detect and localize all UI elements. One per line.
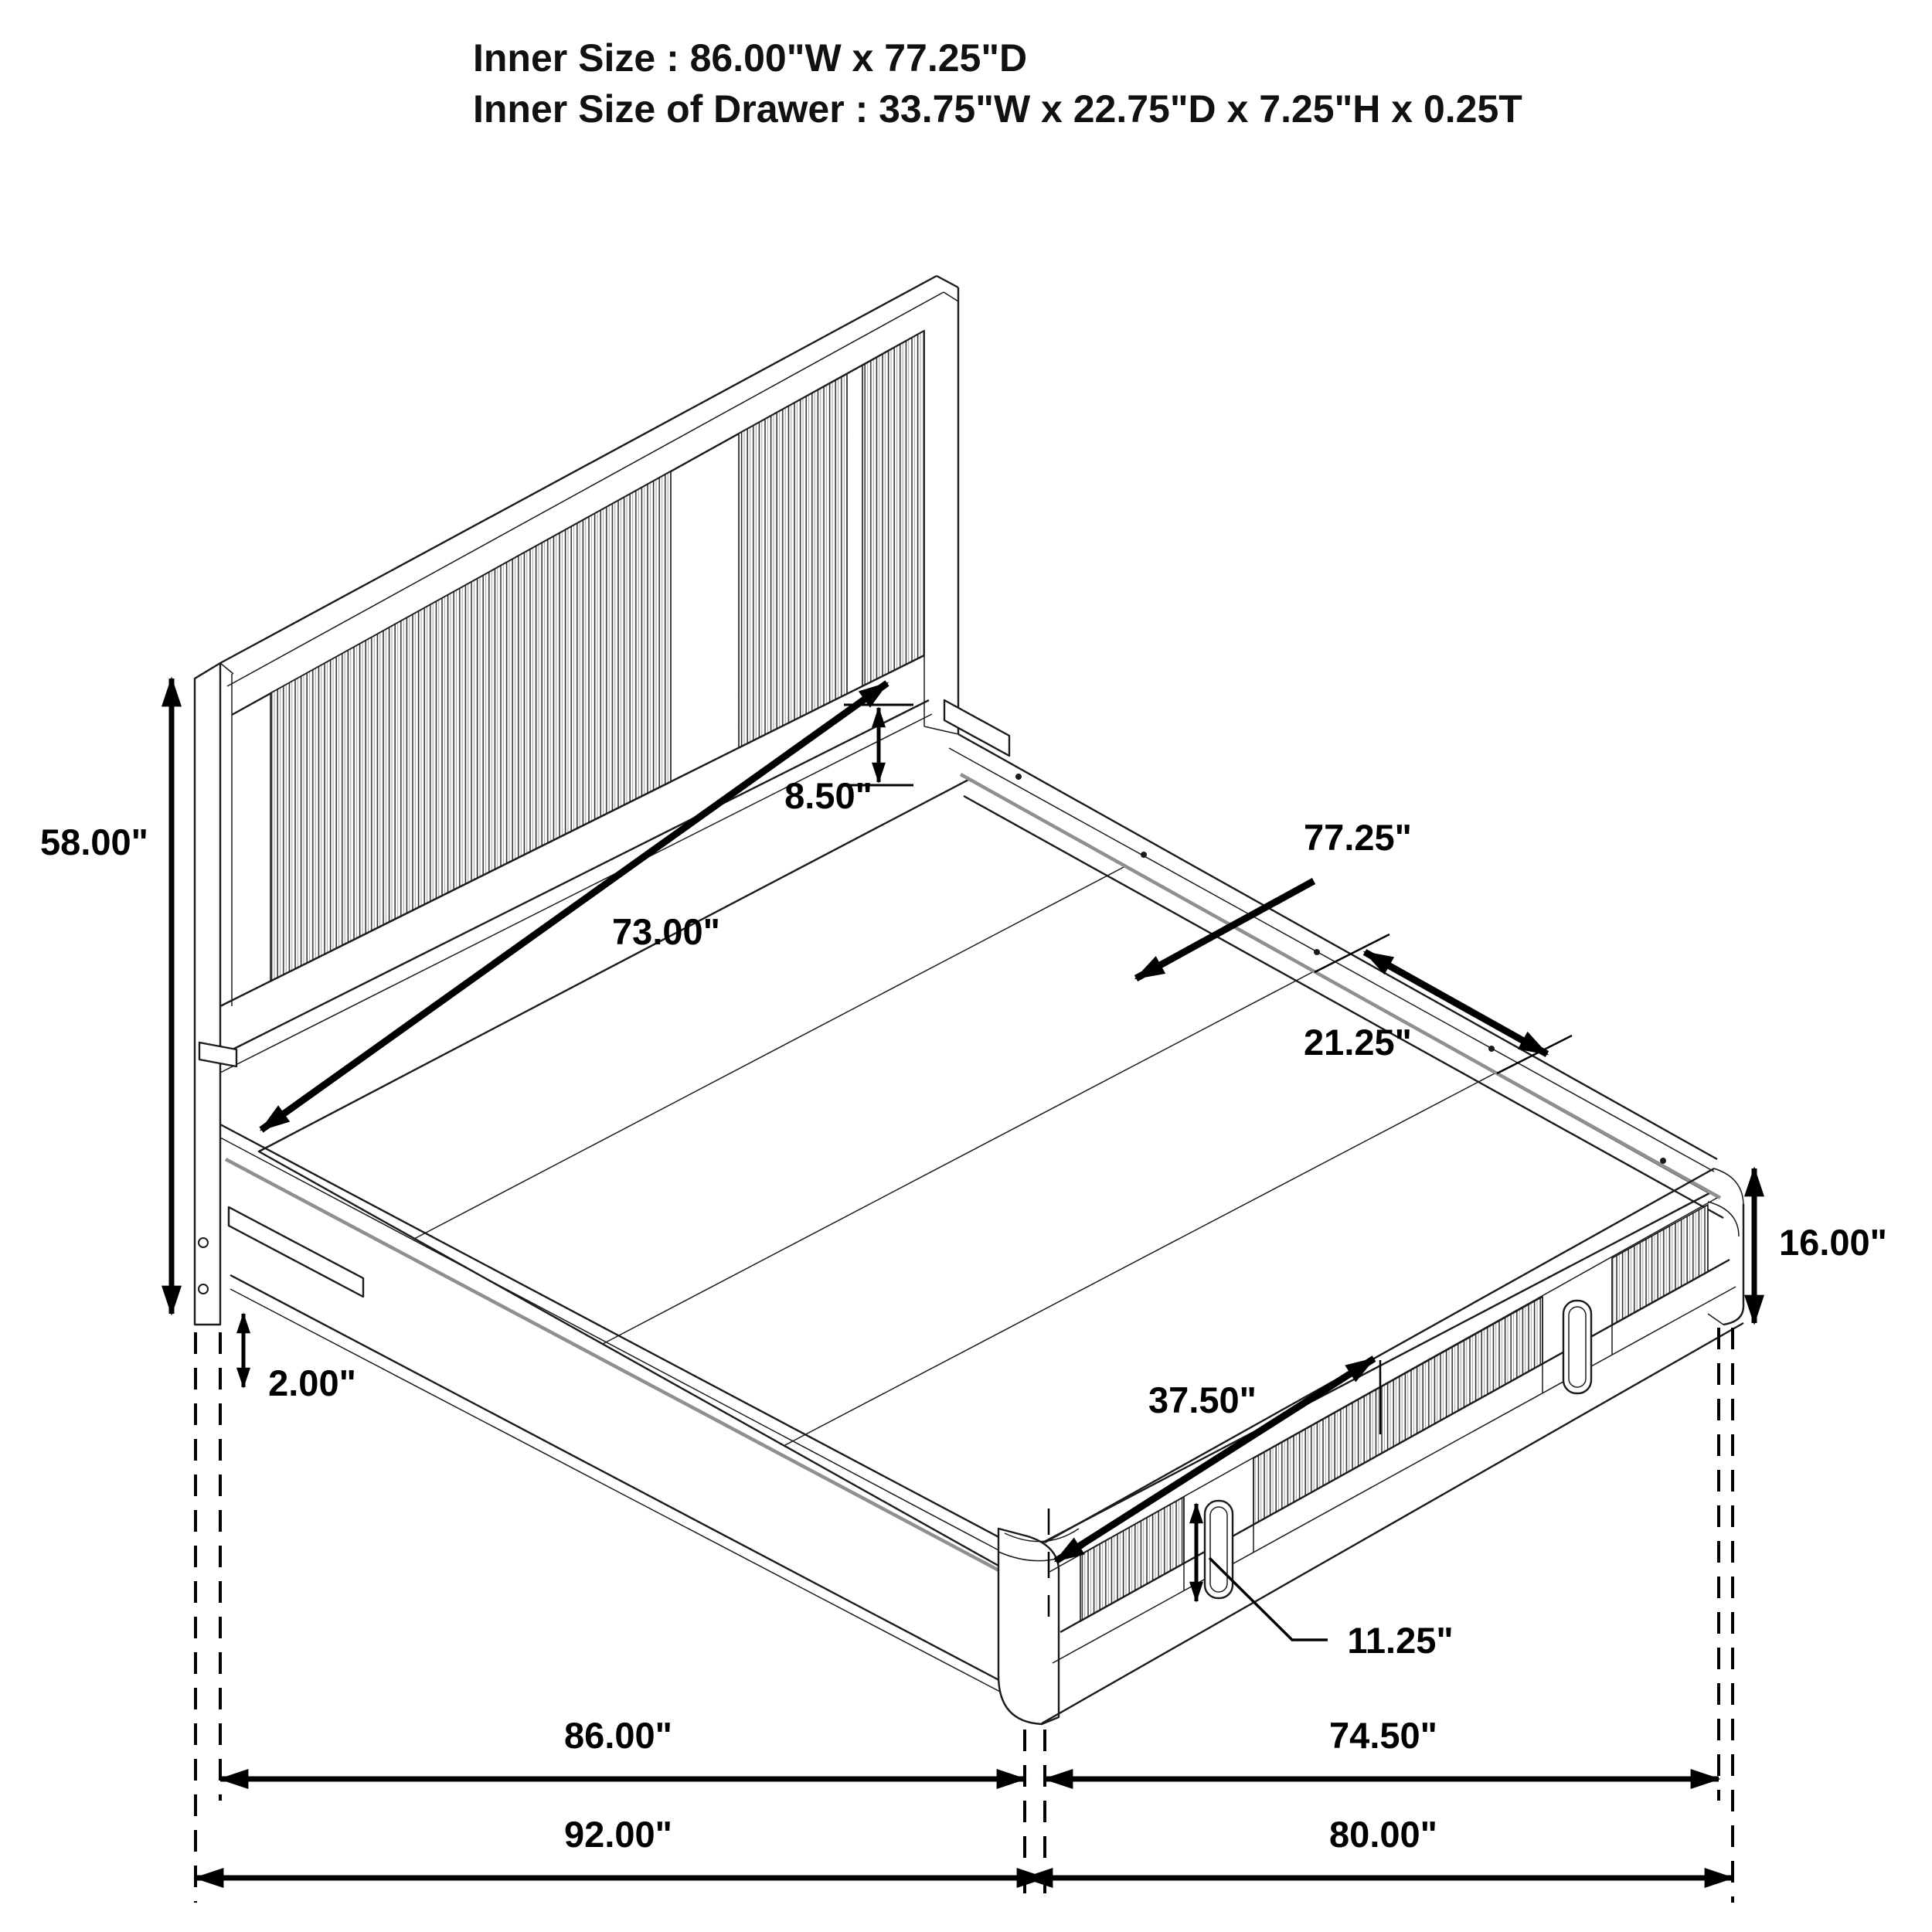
bed-drawing: [195, 276, 1743, 1724]
headboard-apex-bevel-inner: [944, 292, 958, 301]
rail-screw-dot-4: [1488, 1046, 1495, 1052]
headboard-apex-bevel: [937, 276, 958, 287]
right-post-cap-outer: [1714, 1168, 1743, 1206]
title-drawer-inner-size: Inner Size of Drawer : 33.75"W x 22.75"D x 7.25"H x 0.25T: [473, 87, 1522, 131]
dim-label-inner-depth: 77.25": [1304, 817, 1412, 858]
right-rail-bracket: [944, 700, 1009, 756]
slat-panel-left: [270, 471, 671, 981]
headboard-right-stile-bottom: [924, 726, 958, 734]
leg-bolt-hole-upper: [199, 1238, 208, 1247]
right-post-foot-line: [1708, 1314, 1723, 1325]
leg-bolt-hole-lower: [199, 1284, 208, 1294]
cap-screw-dot: [1660, 1158, 1666, 1164]
front-post-body: [998, 1529, 1059, 1724]
dim-label-drawer-width: 37.50": [1148, 1379, 1257, 1420]
dim-label-headboard-width: 73.00": [612, 911, 720, 952]
drawer-handle-2: [1563, 1301, 1591, 1393]
right-post-cap-inner: [1708, 1202, 1739, 1236]
dim-label-slat-spacing: 21.25": [1304, 1022, 1412, 1063]
rail-screw-dot-2: [1141, 852, 1147, 858]
dim-label-rail-height: 8.50": [784, 775, 872, 816]
slat-panel-right: [862, 331, 924, 686]
platform-deck: [259, 779, 1709, 1566]
dim-label-total-length: 92.00": [564, 1814, 672, 1855]
drawer-handle-1: [1205, 1501, 1233, 1598]
dim-label-footboard-width: 86.00": [564, 1715, 672, 1756]
rail-screw-dot-3: [1314, 949, 1320, 955]
dim-label-side-length: 74.50": [1329, 1715, 1437, 1756]
right-post-bottom-curve: [1723, 1306, 1743, 1325]
title-inner-size: Inner Size : 86.00"W x 77.25"D: [473, 36, 1028, 80]
dim-label-leg-clearance: 2.00": [268, 1362, 356, 1403]
rail-screw-dot-1: [1015, 774, 1022, 780]
dim-label-headboard-height: 58.00": [40, 821, 148, 862]
slat-panel-middle: [739, 374, 847, 748]
headboard-left-leg: [195, 663, 220, 1325]
dim-label-drawer-front-height: 11.25": [1347, 1620, 1454, 1661]
dim-label-base-height: 16.00": [1779, 1222, 1887, 1263]
dim-label-total-width: 80.00": [1329, 1814, 1437, 1855]
deck-surface: [259, 779, 1709, 1566]
headboard-left-stile-bevel: [220, 663, 233, 674]
